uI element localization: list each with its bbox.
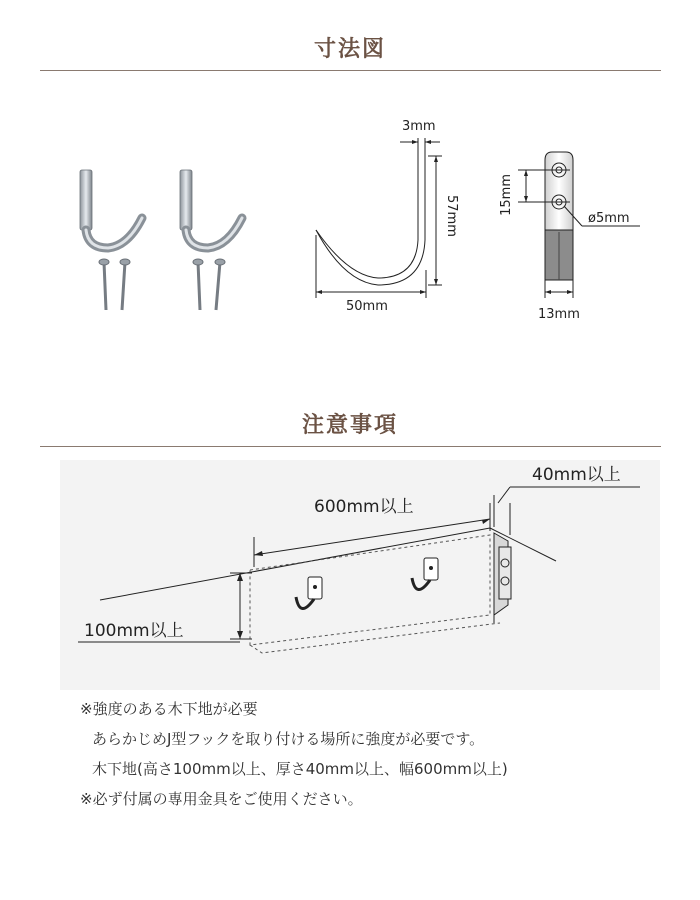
plate-front-drawing [490,140,660,330]
plate-width-label: 13mm [538,307,580,322]
product-photo [70,160,260,320]
note-line-2: あらかじめJ型フックを取り付ける場所に強度が必要です。 [92,730,485,748]
hook-height-label: 57mm [444,195,459,237]
dimensions-title: 寸法図 [313,37,386,62]
installation-diagram [0,455,700,695]
screws-photo [99,259,225,310]
height-label: 100mm以上 [84,621,184,641]
length-label: 600mm以上 [314,497,414,517]
note-line-1: ※強度のある木下地が必要 [80,700,258,718]
title-underline [40,446,661,447]
note-line-3: 木下地(高さ100mm以上、厚さ40mm以上、幅600mm以上) [92,760,508,778]
depth-label: 40mm以上 [532,465,621,485]
hook-profile-drawing [300,110,480,330]
title-underline [40,70,661,71]
caution-title: 注意事項 [301,413,398,438]
plate-diameter-label: ø5mm [588,211,630,226]
hook-thickness-label: 3mm [402,119,436,134]
hook-width-label: 50mm [346,299,388,314]
caution-notes [80,694,680,814]
note-line-4: ※必ず付属の専用金具をご使用ください。 [80,790,363,808]
plate-pitch-label: 15mm [499,174,514,216]
hook-photo-right [180,170,242,248]
hook-photo-left [80,170,142,248]
